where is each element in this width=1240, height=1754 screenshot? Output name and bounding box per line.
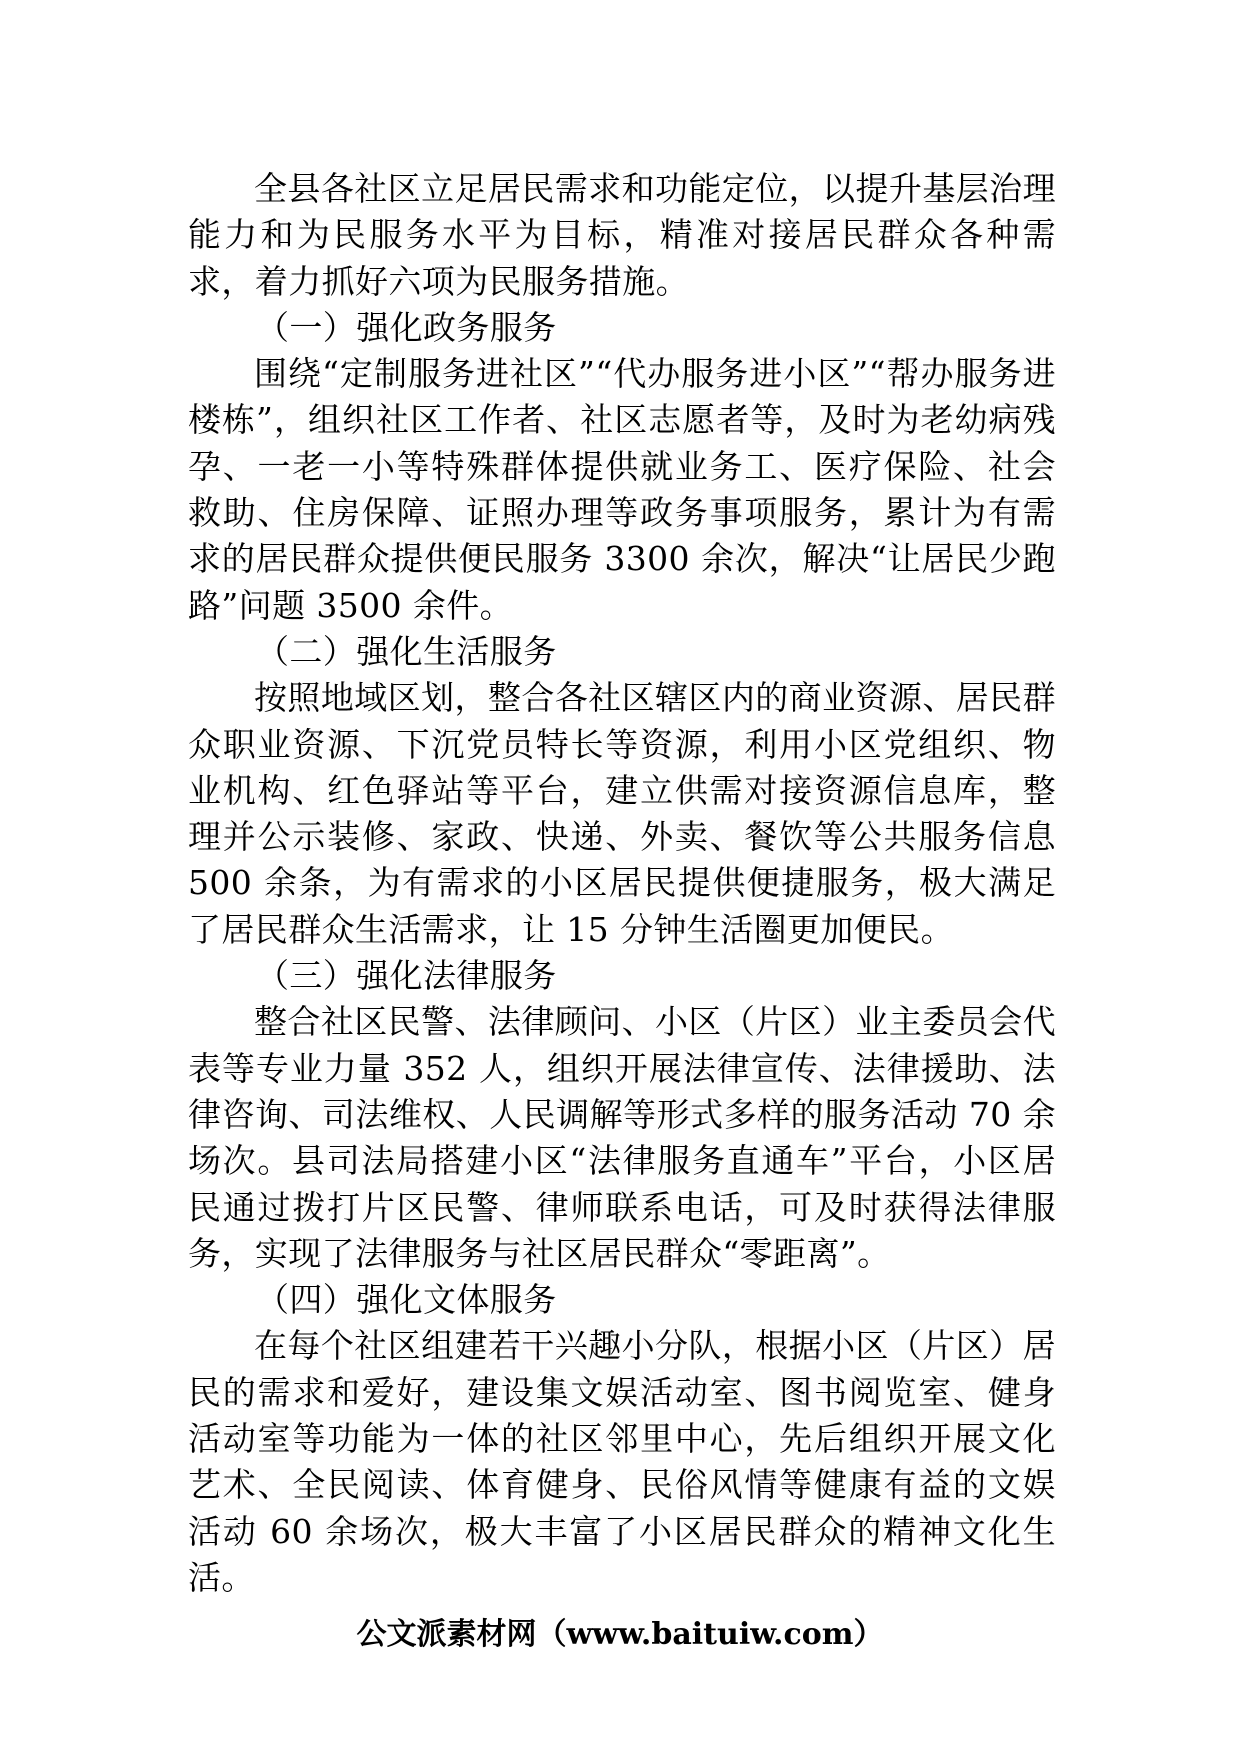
section-heading-4: （四）强化文体服务 (256, 1280, 557, 1320)
intro-paragraph: 全县各社区立足居民需求和功能定位，以提升基层治理能力和为民服务水平为目标，精准对接居民群众各种需求，着力抓好六项为民服务措施。 (188, 169, 1056, 301)
section-body-3: 整合社区民警、法律顾问、小区（片区）业主委员会代表等专业力量 352 人，组织开展法律宣传、法律援助、法律咨询、司法维权、人民调解等形式多样的服务活动 70 余场次。县司法局搭建小区“法律服务直通车”平台，小区居民通过拨打片区民警、律师联系电话，可及时获得法律服务，实现了法律服务与社区居民群众“零距离”。 (188, 1002, 1056, 1273)
section-body-1: 围绕“定制服务进社区”“代办服务进小区”“帮办服务进楼栋”，组织社区工作者、社区志愿者等，及时为老幼病残孕、一老一小等特殊群体提供就业务工、医疗保险、社会救助、住房保障、证照办理等政务事项服务，累计为有需求的居民群众提供便民服务 3300 余次，解决“让居民少跑路”问题 3500 余件。 (188, 354, 1056, 625)
document-body (188, 166, 1056, 1601)
section-heading-3: （三）强化法律服务 (256, 956, 557, 996)
section-heading-2: （二）强化生活服务 (256, 631, 557, 671)
section-body-2: 按照地域区划，整合各社区辖区内的商业资源、居民群众职业资源、下沉党员特长等资源，利用小区党组织、物业机构、红色驿站等平台，建立供需对接资源信息库，整理并公示装修、家政、快递、外卖、餐饮等公共服务信息 500 余条，为有需求的小区居民提供便捷服务，极大满足了居民群众生活需求，让 15 分钟生活圈更加便民。 (188, 678, 1056, 949)
footer-watermark: 公文派素材网（www.baituiw.com） (356, 1617, 884, 1652)
section-heading-1: （一）强化政务服务 (256, 307, 557, 347)
section-body-4: 在每个社区组建若干兴趣小分队，根据小区（片区）居民的需求和爱好，建设集文娱活动室、图书阅览室、健身活动室等功能为一体的社区邻里中心，先后组织开展文化艺术、全民阅读、体育健身、民俗风情等健康有益的文娱活动 60 余场次，极大丰富了小区居民群众的精神文化生活。 (188, 1326, 1056, 1597)
